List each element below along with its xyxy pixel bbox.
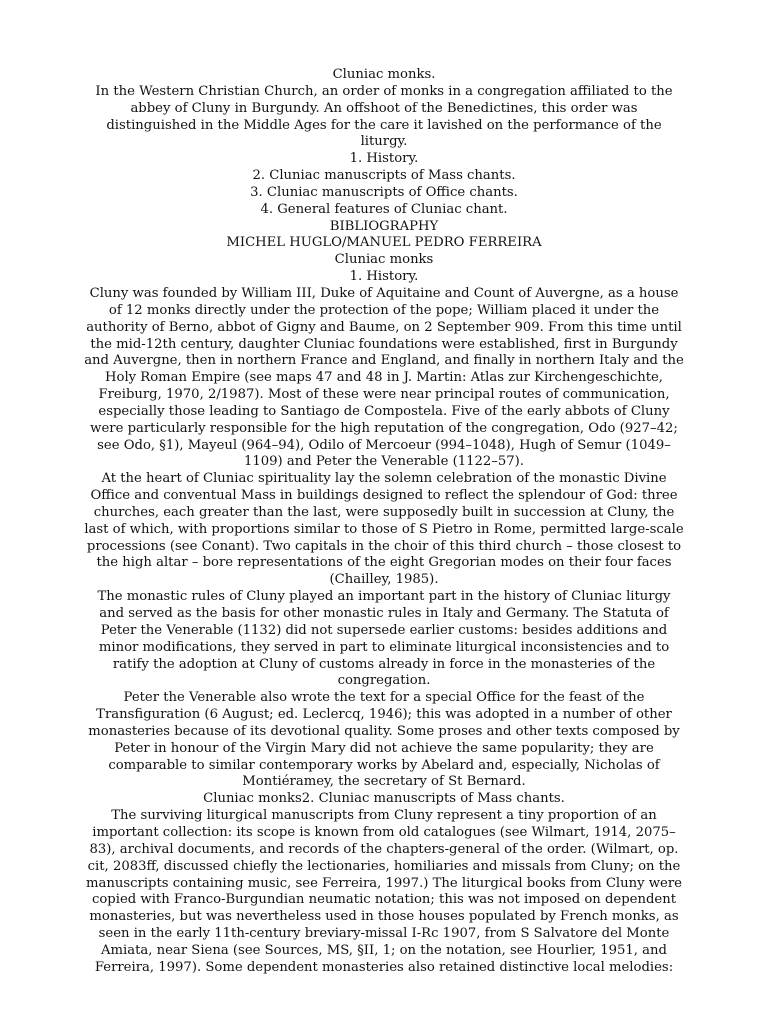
authors-line: MICHEL HUGLO/MANUEL PEDRO FERREIRA [226,235,542,251]
document-page [84,67,684,977]
body-paragraph: Cluny was founded by William III, Duke of Aquitaine and Count of Auvergne, as a house of 12 monks directly under the protection of the pope; William placed it under the authority of Berno, abbot of Gigny and Baume, on 2 September 909. From this time until the mid-12th century, daughter Cluniac foundations were established, first in Burgundy and Auvergne, then in northern France and England, and finally in northern Italy and the Holy Roman Empire (see maps 47 and 48 in J. Martin: Atlas zur Kirchengeschichte, Freiburg, 1970, 2/1987). Most of these were near principal routes of communication, especially those leading to Santiago de Compostela. Five of the early abbots of Cluny were particularly responsible for the high reputation of the congregation, Odo (927–42; see Odo, §1), Mayeul (964–94), Odilo of Mercoeur (994–1048), Hugh of Semur (1049–1109) and Peter the Venerable (1122–57). [84,285,684,470]
intro-paragraph: In the Western Christian Church, an order of monks in a congregation affiliated to the abbey of Cluny in Burgundy. An offshoot of the Benedictines, this order was distinguished in the Middle Ages for the care it lavished on the performance of the liturgy. [95,83,673,150]
body-paragraph: Peter the Venerable also wrote the text for a special Office for the feast of the Transfiguration (6 August; ed. Leclercq, 1946); this was adopted in a number of other monasteries because of its devotional quality. Some proses and other texts composed by Peter in honour of the Virgin Mary did not achieve the same popularity; they are comparable to similar contemporary works by Abelard and, especially, Nicholas of Montiéramey, the secretary of St Bernard. [88,690,680,790]
bibliography-heading: BIBLIOGRAPHY [329,218,439,234]
toc-item-general-features: 4. General features of Cluniac chant. [260,201,508,217]
toc-item-mass-chants: 2. Cluniac manuscripts of Mass chants. [252,168,516,184]
section-heading-history: 1. History. [349,269,419,285]
section-heading-mass-chants: Cluniac monks2. Cluniac manuscripts of Mass chants. [203,791,565,807]
toc-item-office-chants: 3. Cluniac manuscripts of Office chants. [250,184,518,200]
document-title: Cluniac monks. [332,67,436,82]
toc-item-history: 1. History. [349,151,419,167]
section-running-title: Cluniac monks [334,252,434,268]
body-paragraph: At the heart of Cluniac spirituality lay the solemn celebration of the monastic Divine Office and conventual Mass in buildings designed to reflect the splendour of God: three churches, each greater than the last, were supposedly built in succession at Cluny, the last of which, with proportions similar to those of S Pietro in Rome, permitted large-scale processions (see Conant). Two capitals in the choir of this third church – those closest to the high altar – bore representations of the eight Gregorian modes on their four faces (Chailley, 1985). [84,471,684,588]
body-paragraph: The surviving liturgical manuscripts from Cluny represent a tiny proportion of an important collection: its scope is known from old catalogues (see Wilmart, 1914, 2075–83), archival documents, and records of the chapters-general of the order. (Wilmart, op. cit, 2083ff, discussed chiefly the lectionaries, homiliaries and missals from Cluny; on the manuscripts containing music, see Ferreira, 1997.) The liturgical books from Cluny were copied with Franco-Burgundian neumatic notation; this was not imposed on dependent monasteries, but was nevertheless used in those houses populated by French monks, as seen in the early 11th-century breviary-missal I-Rc 1907, from S Salvatore del Monte Amiata, near Siena (see Sources, MS, §II, 1; on the notation, see Hourlier, 1951, and Ferreira, 1997). Some dependent monasteries also retained distinctive local melodies: [86,808,682,975]
body-paragraph: The monastic rules of Cluny played an important part in the history of Cluniac liturgy and served as the basis for other monastic rules in Italy and Germany. The Statuta of Peter the Venerable (1132) did not supersede earlier customs: besides additions and minor modifications, they served in part to eliminate liturgical inconsistencies and to ratify the adoption at Cluny of customs already in force in the monasteries of the congregation. [97,589,671,689]
